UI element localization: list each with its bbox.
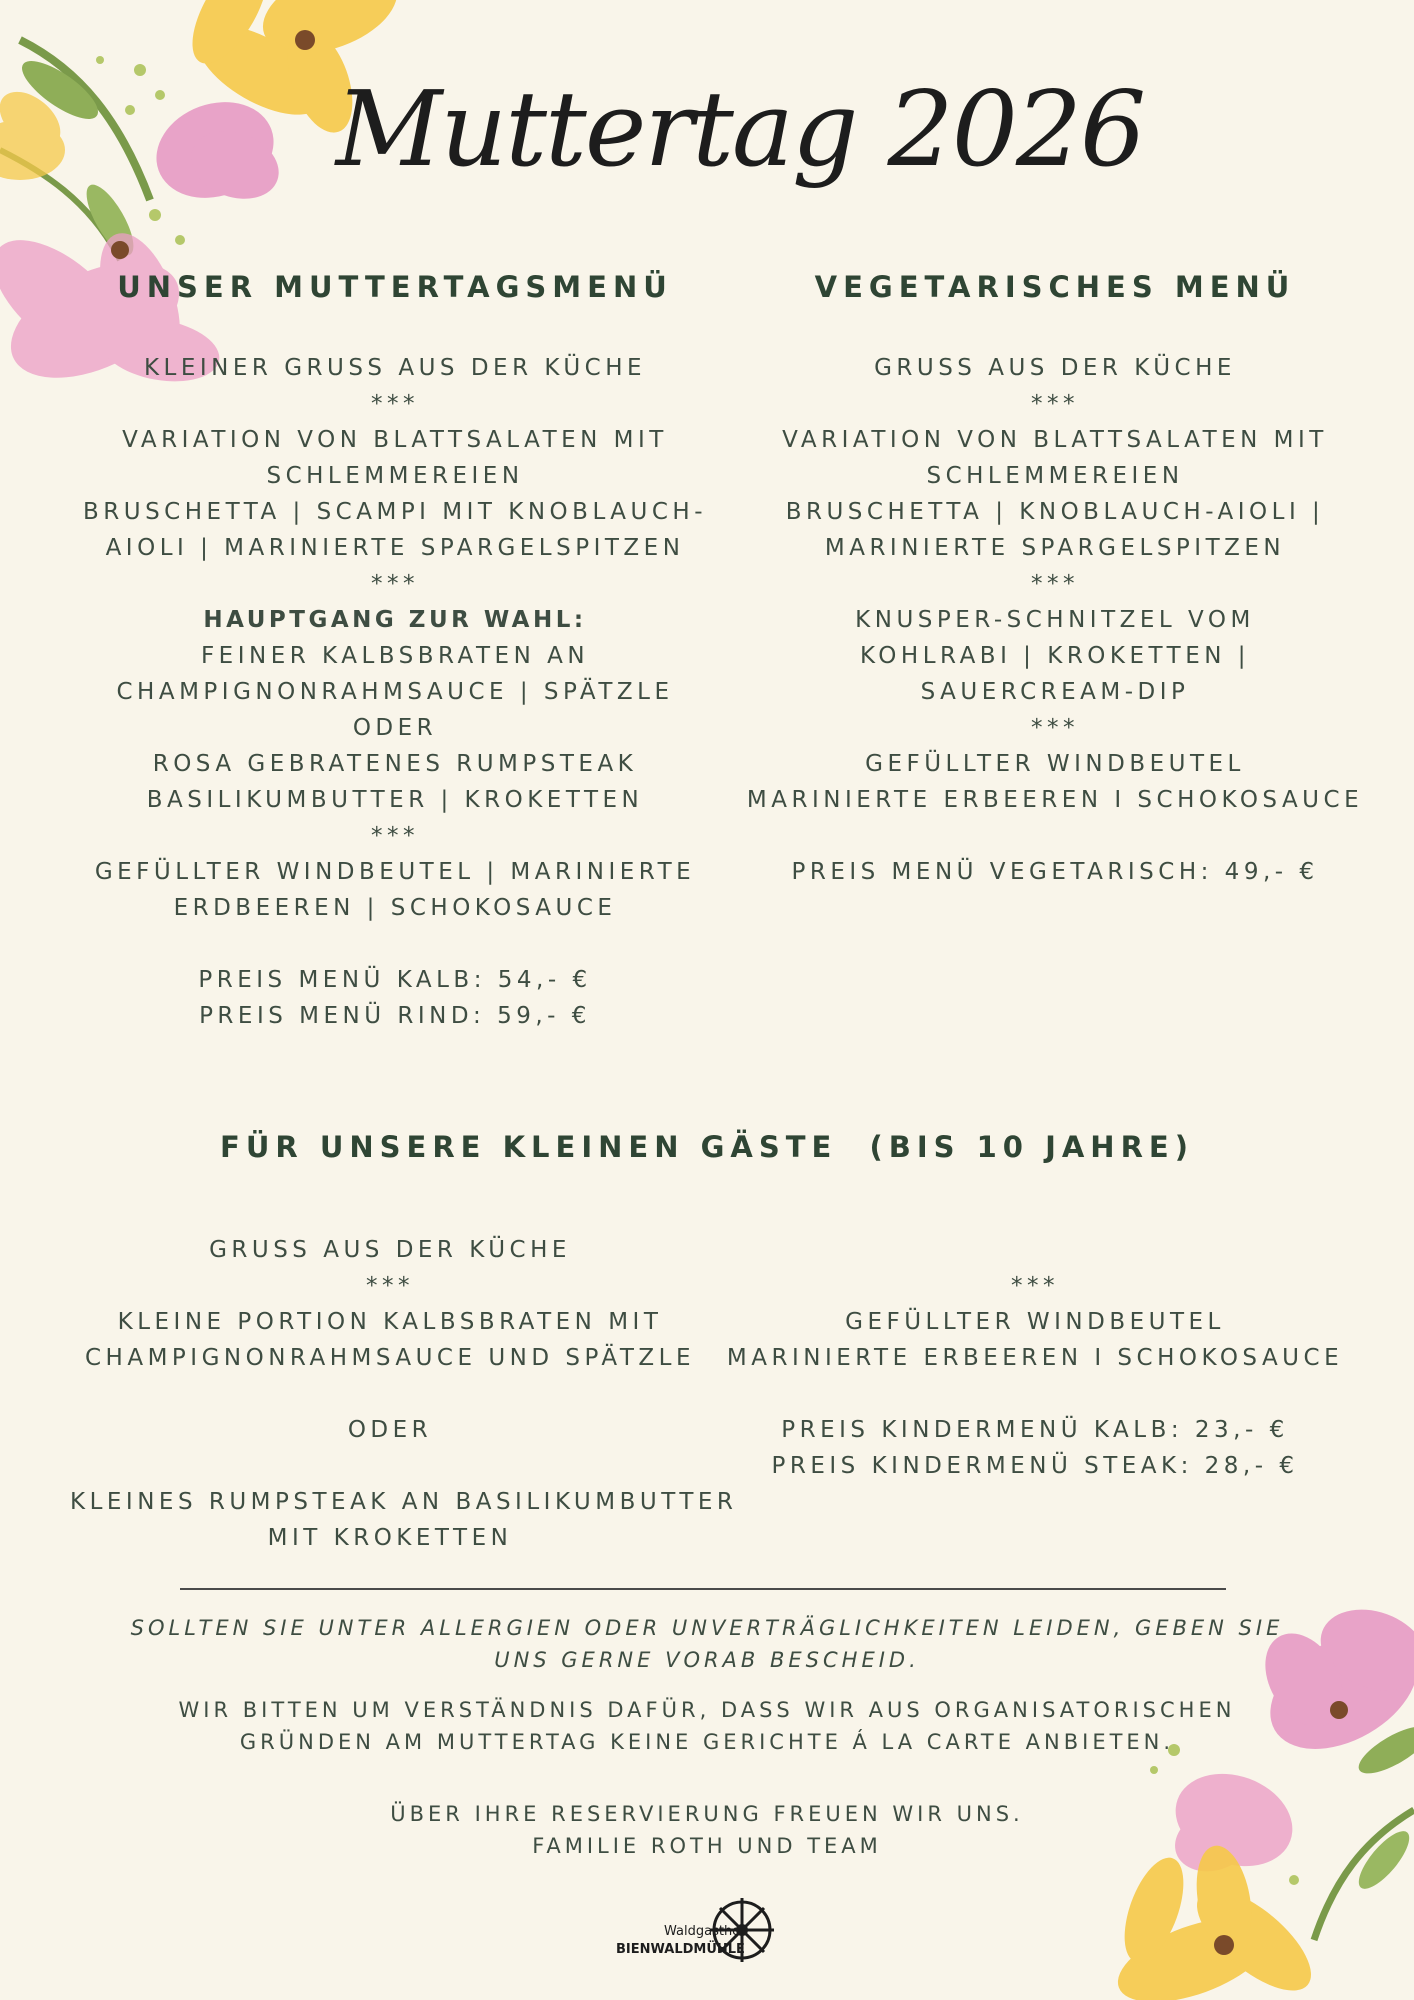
page-title <box>335 25 1145 235</box>
page-title-text: Muttertag 2026 <box>335 68 1145 190</box>
closing-note <box>100 1798 1314 1862</box>
main-menu <box>80 350 710 1034</box>
menu-separator: *** <box>371 571 419 597</box>
menu-line: KLEINES RUMPSTEAK AN BASILIKUMBUTTER <box>70 1489 738 1515</box>
menu-line: KLEINE PORTION KALBSBRATEN MIT <box>117 1309 663 1335</box>
menu-line: CHAMPIGNONRAHMSAUCE UND SPÄTZLE <box>84 1345 695 1371</box>
menu-line: BRUSCHETTA | SCAMPI MIT KNOBLAUCH- <box>82 499 708 525</box>
closing-line: FAMILIE ROTH UND TEAM <box>532 1834 882 1858</box>
menu-line: KOHLRABI | KROKETTEN | <box>859 643 1251 669</box>
menu-line: CHAMPIGNONRAHMSAUCE | SPÄTZLE <box>116 679 674 705</box>
menu-line: SCHLEMMEREIEN <box>926 463 1184 489</box>
allergy-note-line: UNS GERNE VORAB BESCHEID. <box>494 1648 920 1672</box>
menu-line: MIT KROKETTEN <box>267 1525 513 1551</box>
menu-line: VARIATION VON BLATTSALATEN MIT <box>122 427 668 453</box>
menu-line: FEINER KALBSBRATEN AN <box>200 643 590 669</box>
price-line: PREIS KINDERMENÜ KALB: 23,- € <box>781 1417 1289 1443</box>
menu-line: ERDBEEREN | SCHOKOSAUCE <box>173 895 617 921</box>
organisation-note-line: WIR BITTEN UM VERSTÄNDNIS DAFÜR, DASS WIR AUS ORGANISATORISCHEN <box>178 1698 1236 1722</box>
spacer <box>720 1376 1350 1412</box>
menu-separator: *** <box>1031 571 1079 597</box>
organisation-note <box>100 1694 1314 1758</box>
menu-line: GEFÜLLTER WINDBEUTEL | MARINIERTE <box>94 859 696 885</box>
price-line: PREIS MENÜ VEGETARISCH: 49,- € <box>791 859 1319 885</box>
spacer <box>70 1376 710 1412</box>
menu-separator: *** <box>1031 715 1079 741</box>
menu-line: KLEINER GRUSS AUS DER KÜCHE <box>143 355 647 381</box>
logo-text-line1: Waldgasthof <box>664 1924 745 1939</box>
menu-separator: *** <box>371 391 419 417</box>
allergy-note <box>100 1612 1314 1676</box>
footer <box>100 1612 1314 1862</box>
menu-line: SAUERCREAM-DIP <box>920 679 1190 705</box>
menu-line: BRUSCHETTA | KNOBLAUCH-AIOLI | <box>785 499 1325 525</box>
menu-line: MARINIERTE ERBEEREN I SCHOKOSAUCE <box>746 787 1364 813</box>
menu-line: GEFÜLLTER WINDBEUTEL <box>865 751 1245 777</box>
menu-line: BASILIKUMBUTTER | KROKETTEN <box>146 787 644 813</box>
restaurant-logo <box>616 1888 786 1968</box>
price-line: PREIS MENÜ RIND: 59,- € <box>199 1003 591 1029</box>
menu-line: GRUSS AUS DER KÜCHE <box>874 355 1236 381</box>
menu-separator: *** <box>1031 391 1079 417</box>
menu-separator: *** <box>366 1273 414 1299</box>
kids-menu-main <box>70 1232 738 1556</box>
spacer <box>100 1776 1314 1798</box>
spacer <box>80 926 710 962</box>
menu-line: ODER <box>347 1417 433 1443</box>
menu-separator: *** <box>1011 1273 1059 1299</box>
menu-separator: *** <box>371 823 419 849</box>
spacer <box>740 818 1370 854</box>
menu-line: VARIATION VON BLATTSALATEN MIT <box>782 427 1328 453</box>
menu-line: ROSA GEBRATENES RUMPSTEAK <box>152 751 638 777</box>
main-course-label: HAUPTGANG ZUR WAHL: <box>203 607 587 633</box>
allergy-note-line: SOLLTEN SIE UNTER ALLERGIEN ODER UNVERTRÄGLICHKEITEN LEIDEN, GEBEN SIE <box>130 1616 1284 1640</box>
price-line: PREIS MENÜ KALB: 54,- € <box>198 967 592 993</box>
logo-text-line2: BIENWALDMÜHLE <box>616 1942 745 1957</box>
menu-line: SCHLEMMEREIEN <box>266 463 524 489</box>
kids-menu-dessert <box>720 1268 1350 1484</box>
spacer <box>70 1448 710 1484</box>
main-menu-heading: UNSER MUTTERTAGSMENÜ <box>117 270 673 304</box>
veg-menu <box>740 350 1370 890</box>
veg-menu-heading: VEGETARISCHES MENÜ <box>814 270 1296 304</box>
kids-menu-heading: FÜR UNSERE KLEINEN GÄSTE (BIS 10 JAHRE) <box>220 1130 1194 1164</box>
divider <box>180 1588 1226 1590</box>
closing-line: ÜBER IHRE RESERVIERUNG FREUEN WIR UNS. <box>390 1802 1024 1826</box>
organisation-note-line: GRÜNDEN AM MUTTERTAG KEINE GERICHTE Á LA CARTE ANBIETEN. <box>239 1730 1175 1754</box>
menu-line: MARINIERTE SPARGELSPITZEN <box>824 535 1286 561</box>
menu-line: GRUSS AUS DER KÜCHE <box>209 1237 571 1263</box>
menu-line: ODER <box>352 715 438 741</box>
menu-line: MARINIERTE ERBEEREN I SCHOKOSAUCE <box>726 1345 1344 1371</box>
menu-line: AIOLI | MARINIERTE SPARGELSPITZEN <box>105 535 685 561</box>
price-line: PREIS KINDERMENÜ STEAK: 28,- € <box>771 1453 1299 1479</box>
menu-line: KNUSPER-SCHNITZEL VOM <box>855 607 1255 633</box>
menu-line: GEFÜLLTER WINDBEUTEL <box>845 1309 1225 1335</box>
